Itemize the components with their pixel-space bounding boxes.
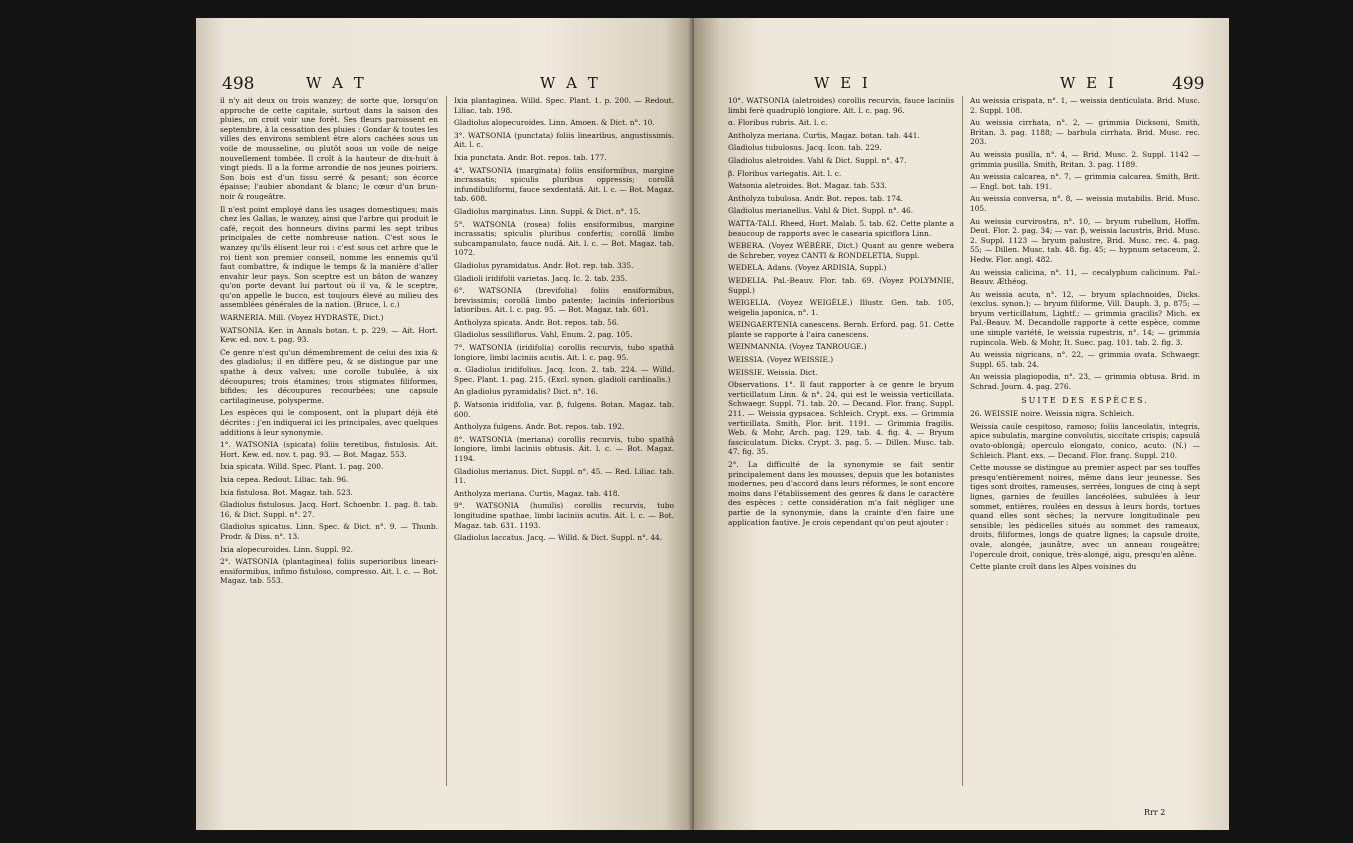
paragraph: SUITE DES ESPÈCES. <box>1021 395 1149 405</box>
paragraph: Au weissia calcarea, n°. 7, — grimmia calcarea. Smith, Brit. — Engl. bot. tab. 191. <box>970 172 1200 191</box>
signature-mark: Rrr 2 <box>1144 808 1166 817</box>
paragraph: il n'y ait deux ou trois wanzey; de sorte que, lorsqu'on approche de cette capitale, surtout dans la saison des pluies, on croit voir une forêt. Ses fleurs paroissent en septembre, à la cessation des pluies : Gondar & toutes les villes des environs semblent être alors cachées sous un voile de mousseline, ou plutôt sous un voile de neige nouvellement tombée. Il croît à la hauteur de dix-huit à vingt pieds. Il a la forme arrondie de nos jeunes poiriers. Son bois est d'un tissu serré & pesant; son écorce épaisse; l'aubier abondant & blanc; le cœur d'un brun-noir & rougeâtre. <box>220 96 438 201</box>
paragraph: Gladiolus laccatus. Jacq. — Willd. & Dict. Suppl. n°. 44. <box>454 533 663 543</box>
paragraph: Au weissia conversa, n°. 8, — weissia mutabilis. Brid. Musc. 105. <box>970 194 1200 213</box>
paragraph: WEBERA. (Voyez WÉBÈRE, Dict.) Quant au genre webera de Schreber, voyez CANTI & RONDELETIA, Suppl. <box>728 241 954 260</box>
paragraph: Gladiolus spicatus. Linn. Spec. & Dict. n°. 9. — Thunb. Prodr. & Diss. n°. 13. <box>220 522 438 541</box>
paragraph: 6°. WATSONIA (brevifolia) foliis ensiformibus, brevissimis; corollâ limbo patente; laciniis inferioribus latioribus. Ait. l. c. pag. 95. — Bot. Magaz. tab. 601. <box>454 286 674 315</box>
paragraph: WEISSIA. (Voyez WEISSIE.) <box>728 355 834 365</box>
paragraph: Gladiolus marginatus. Linn. Suppl. & Dict. n°. 15. <box>454 206 641 216</box>
column-rule <box>962 96 963 786</box>
paragraph: WEDELIA. Pal.-Beauv. Flor. tab. 69. (Voyez POLYMNIE, Suppl.) <box>728 275 954 295</box>
paragraph: β. Watsonia iridifolia, var. β, fulgens. Botan. Magaz. tab. 600. <box>454 400 674 419</box>
paragraph: WEISSIE. Weissia. Dict. <box>728 367 818 377</box>
paragraph: 4°. WATSONIA (marginata) foliis ensiformibus, margine incrassatis; spiculis pluribus oppressis; corollâ infundibuliformi, fauce sexdentatâ. Ait. l. c. — Bot. Magaz. tab. 608. <box>454 165 674 204</box>
left-page <box>196 18 694 830</box>
paragraph: Au weissia cirrhata, n°. 2, — grimmia Dicksoni, Smith, Britan. 3. pag. 1188; — barbula cirrhata. Brid. Musc. rec. 203. <box>970 118 1200 147</box>
paragraph: 3°. WATSONIA (punctata) foliis linearibus, angustissimis. Ait. l. c. <box>454 130 674 150</box>
paragraph: Ixia punctata. Andr. Bot. repos. tab. 177. <box>454 152 607 162</box>
paragraph: 10°. WATSONIA (aletroides) corollis recurvis, fauce laciniis limbi ferè quadruplò longiore. Ait. l. c. pag. 96. <box>728 96 954 115</box>
paragraph: Au weissia calicina, n°. 11, — cecalyphum calicinum. Pal.-Beauv. Æthéog. <box>970 267 1200 287</box>
paragraph: Ixia alopecuroides. Linn. Suppl. 92. <box>220 544 353 554</box>
paragraph: Au weissia nigricans, n°. 22, — grimmia ovata. Schwaegr. Suppl. 65. tab. 24. <box>970 350 1200 369</box>
paragraph: 8°. WATSONIA (meriana) corollis recurvis, tubo spathâ longiore, limbi laciniis obtusis. Ait. l. c. — Bot. Magaz. 1194. <box>454 434 674 463</box>
paragraph: 1°. WATSONIA (spicata) foliis teretibus, fistulosis. Ait. Hort. Kew. ed. nov. t. pag. 93. — Bot. Magaz. 553. <box>220 440 438 459</box>
paragraph: Gladiolus pyramidatus. Andr. Bot. rep. tab. 335. <box>454 260 634 270</box>
paragraph: WARNERIA. Mill. (Voyez HYDRASTE, Dict.) <box>220 313 384 323</box>
paragraph: 7°. WATSONIA (iridifolia) corollis recurvis, tubo spathâ longiore, limbi laciniis acutis. Ait. l. c. pag. 95. <box>454 343 674 362</box>
page-number-right: 499 <box>1172 74 1205 94</box>
paragraph: Watsonia aletroides. Bot. Magaz. tab. 533. <box>728 181 888 191</box>
right-column-2 <box>970 96 1200 575</box>
running-head-right-2: W E I <box>1060 74 1117 92</box>
column-rule <box>446 96 447 786</box>
paragraph: Antholyza spicata. Andr. Bot. repos. tab. 56. <box>454 317 619 327</box>
paragraph: Ixia plantaginea. Willd. Spec. Plant. 1. p. 200. — Redout. Liliac. tab. 198. <box>454 96 674 115</box>
paragraph: Antholyza tubulosa. Andr. Bot. repos. tab. 174. <box>728 193 904 203</box>
paragraph: Gladiolus sessiliflorus. Vahl, Enum. 2. pag. 105. <box>454 330 633 340</box>
running-head-right-1: W E I <box>814 74 871 92</box>
paragraph: Au weissia curvirostra, n°. 10, — bryum rubellum, Hoffm. Deut. Flor. 2. pag. 34; — var. β, weissia lacustris, Brid. Musc. 2. Suppl. 1123 — bryum palustre, Brid. Musc. rec. 4. pag. 55; — Dillen. Musc. tab. 48. fig. 45; — hypnum setaceum, 2. Hedw. Flor. angl. 482. <box>970 216 1200 264</box>
paragraph: Weissia caule cespitoso, ramoso; foliis lanceolatis, integris, apice subulatis, margine convolutis, siccitate crispis; capsulâ ovato-oblongâ; operculo elongato, conico, acuto. (N.) — Schleich. Plant. exs. — Decand. Flor. franç. Suppl. 210. <box>970 421 1200 460</box>
paragraph: WEIGELIA. (Voyez WEIGÈLE.) Illustr. Gen. tab. 105, weigelia japonica, n°. 1. <box>728 298 954 317</box>
paragraph: WEDELA. Adans. (Voyez ARDISIA, Suppl.) <box>728 263 887 273</box>
paragraph: 5°. WATSONIA (rosea) foliis ensiformibus, margine incrassatis; spiculis pluribus confertis; corollâ limbo subcampanulato, fauce nudâ. Ait. l. c. — Bot. Magaz. tab. 1072. <box>454 219 674 258</box>
paragraph: 26. WEISSIE noire. Weissia nigra. Schleich. <box>970 409 1135 419</box>
paragraph: Au weissia pusilla, n°. 4, — Brid. Musc. 2. Suppl. 1142 — grimmia pusilla. Smith, Britan. 3. pag. 1189. <box>970 149 1200 169</box>
paragraph: Ixia spicata. Willd. Spec. Plant. 1. pag. 200. <box>220 462 384 472</box>
paragraph: Gladiolus merianellus. Vahl & Dict. Suppl. n°. 46. <box>728 206 914 216</box>
paragraph: WEINGAERTENIA canescens. Bernh. Erford. pag. 51. Cette plante se rapporte à l'aira canescens. <box>728 320 954 339</box>
paragraph: Ce genre n'est qu'un démembrement de celui des ixia & des gladiolus; il en diffère peu, & se distingue par une spathe à deux valves; une corolle tubulée, à six découpures; trois étamines; trois stigmates filiformes, bifides; les découpures recourbées; une capsule cartilagineuse, polysperme. <box>220 347 438 405</box>
paragraph: Gladiolus alopecuroides. Linn. Amoen. & Dict. n°. 10. <box>454 118 655 128</box>
paragraph: WATTA-TALI. Rheed, Hort. Malab. 5. tab. 62. Cette plante a beaucoup de rapports avec le casearia spiciflora Linn. <box>728 218 954 238</box>
paragraph: Gladiolus fistulosus. Jacq. Hort. Schoenbr. 1. pag. 8. tab. 16, & Dict. Suppl. n°. 27. <box>220 500 438 519</box>
paragraph: Observations. 1°. Il faut rapporter à ce genre le bryum verticillatum Linn. & n°. 24, qui est le weissia verticillata. Schwaegr. Suppl. 71. tab. 20. — Decand. Flor. franç. Suppl. 211. — Weissia gypsacea. Schleich. Crypt. exs. — Grimmia verticillata. Smith, Flor. brit. 1191. — Grimmia fragilis. Web. & Mohr, Arch. pag. 129. tab. 4. fig. 4. — Bryum fasciculatum. Dicks. Crypt. 3. pag. 5. — Dillen. Musc. tab. 47. fig. 35. <box>728 380 954 457</box>
paragraph: 2°. La difficulté de la synonymie se fait sentir principalement dans les mousses, depuis que les botanistes modernes, peu d'accord dans leurs réformes, le sont encore moins dans l'établissement des genres & dans le caractère des espèces : cette considération m'a fait négliger une partie de la synonymie, dans la crainte d'en faire une application fautive. Je crois cependant qu'on peut ajouter : <box>728 460 954 527</box>
paragraph: WATSONIA. Ker. in Annals botan. t. p. 229. — Ait. Hort. Kew. ed. nov. t. pag. 93. <box>220 325 438 345</box>
paragraph: Cette mousse se distingue au premier aspect par ses touffes presqu'entièrement noires, même dans leur jeunesse. Ses tiges sont droites, rameuses, serrées, longues de cinq à sept lignes, garnies de feuilles lancéolées, subulées à leur sommet, entières, roulées en dessus à leurs bords, tortues quand elles sont sèches; la nervure longitudinale peu sensible; les pédicelles situés au sommet des rameaux, droits, filiformes, longs de quatre lignes; la capsule droite, ovale, alongée, jaunâtre, avec un anneau rougeâtre; l'opercule droit, conique, très-alongé, aigu, presqu'en alêne. <box>970 463 1200 559</box>
right-page <box>694 18 1229 830</box>
paragraph: Ixia cepea. Redout. Liliac. tab. 96. <box>220 474 349 484</box>
paragraph: Les espèces qui le composent, ont la plupart déjà été décrites : j'en indiquerai ici les principales, avec quelques additions à leur synonymie. <box>220 408 438 437</box>
paragraph: An gladiolus pyramidalis? Dict. n°. 16. <box>454 387 598 397</box>
paragraph: β. Floribus variegatis. Ait. l. c. <box>728 168 842 178</box>
paragraph: α. Gladiolus iridifolius. Jacq. Icon. 2. tab. 224. — Willd. Spec. Plant. 1. pag. 215. (Excl. synon. gladioli cardinalis.) <box>454 365 674 384</box>
paragraph: Gladiolus merianus. Dict. Suppl. n°. 45. — Red. Liliac. tab. 11. <box>454 466 674 486</box>
paragraph: Gladiolus tubulosus. Jacq. Icon. tab. 229. <box>728 143 882 153</box>
page-number-left: 498 <box>222 74 255 94</box>
running-head-left-2: W A T <box>540 74 601 92</box>
paragraph: α. Floribus rubris. Ait. l. c. <box>728 118 828 128</box>
right-column-1 <box>728 96 954 530</box>
paragraph: Gladioli iridifolii varietas. Jacq. Ic. 2. tab. 235. <box>454 273 628 283</box>
paragraph: WEINMANNIA. (Voyez TANROUGE.) <box>728 342 867 352</box>
left-column-2 <box>454 96 674 546</box>
paragraph: Au weissia plagiopodia, n°. 23, — grimmia obtusa. Brid. in Schrad. Journ. 4. pag. 276. <box>970 372 1200 392</box>
left-column-1 <box>220 96 438 589</box>
paragraph: Antholyza meriana. Curtis, Magaz. tab. 418. <box>454 488 620 498</box>
paragraph: Antholyza meriana. Curtis, Magaz. botan. tab. 441. <box>728 130 920 140</box>
running-head-left-1: W A T <box>306 74 367 92</box>
paragraph: 9°. WATSONIA (humilis) corollis recurvis, tubo longitudine spathae, limbi laciniis acutis. Ait. l. c. — Bot. Magaz. tab. 631. 1193. <box>454 501 674 530</box>
paragraph: Au weissia crispata, n°. 1, — weissia denticulata. Brid. Musc. 2. Suppl. 108. <box>970 96 1200 115</box>
paragraph: Ixia fistulosa. Bot. Magaz. tab. 523. <box>220 487 353 497</box>
paragraph: Gladiolus aletroides. Vahl & Dict. Suppl. n°. 47. <box>728 155 907 165</box>
paragraph: Cette plante croît dans les Alpes voisines du <box>970 562 1137 572</box>
paragraph: Au weissia acuta, n°. 12, — bryum splachnoides, Dicks. (exclus. synon.); — bryum filiforme, Vill. Dauph. 3, p. 875; — bryum verticillatum, Lightf.; — grimmia gracilis? Mich. ex Pal.-Beauv. M. Decandolle rapporte à cette espèce, comme une simple variété, le weissia rupestris, n°. 14; — grimmia rupincola. Web. & Mohr, It. Suec. pag. 101. tab. 2. fig. 3. <box>970 289 1200 347</box>
paragraph: 2°. WATSONIA (plantaginea) foliis superioribus lineari-ensiformibus, infimo fistuloso, compresso. Ait. l. c. — Bot. Magaz. tab. 553. <box>220 557 438 586</box>
paragraph: Antholyza fulgens. Andr. Bot. repos. tab. 192. <box>454 422 625 432</box>
paragraph: Il n'est point employé dans les usages domestiques; mais chez les Gallas, le wanzey, ainsi que l'arbre qui produit le café, reçoit des honneurs divins parmi les sept tribus principales de cette nombreuse nation. C'est sous le wanzey qu'ils élisent leur roi : c'est sous cet arbre que le roi tient son premier conseil, nomme les ennemis qu'il faut combattre, & indique le temps & la manière d'aller envahir leur pays. Son sceptre est un bâton de wanzey qu'on porte devant lui partout où il va, & le sceptre, qu'on appelle le bucco, est toujours élevé au milieu des assemblées générales de la nation. (Bruce, l. c.) <box>220 204 438 310</box>
